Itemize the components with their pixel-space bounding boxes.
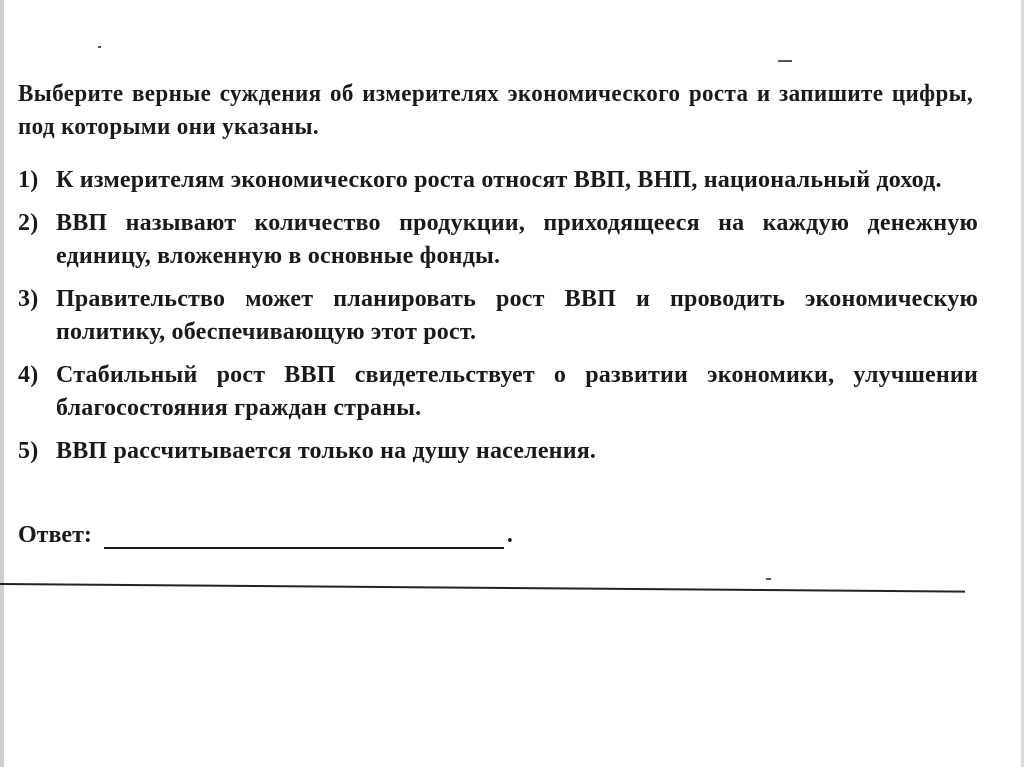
answer-blank[interactable] — [104, 523, 504, 549]
scan-speck — [778, 60, 792, 62]
bottom-divider — [0, 583, 965, 593]
statement-text: ВВП рассчитывается только на душу населения. — [56, 438, 597, 464]
statement-item-2 — [18, 207, 978, 273]
statement-number: 4) — [18, 362, 39, 388]
statement-item-4 — [18, 359, 978, 425]
statement-item-5 — [18, 435, 978, 468]
task-instruction: Выберите верные суждения об измерителях экономического роста и запишите цифры, под которыми они указаны. — [18, 81, 974, 140]
statement-number: 2) — [18, 210, 39, 236]
answer-row — [18, 522, 513, 549]
statement-text: Стабильный рост ВВП свидетельствует о развитии экономики, улучшении благосостояния граждан страны. — [56, 362, 978, 421]
statement-list — [18, 164, 978, 468]
statement-text: Правительство может планировать рост ВВП и проводить экономическую политику, обеспечивающую этот рост. — [56, 286, 978, 345]
scan-speck — [766, 578, 771, 580]
answer-period: . — [506, 522, 513, 548]
statement-text: К измерителям экономического роста относят ВВП, ВНП, национальный доход. — [56, 167, 942, 193]
statement-item-3 — [18, 283, 978, 349]
statement-item-1 — [18, 164, 978, 197]
statement-number: 3) — [18, 286, 39, 312]
scan-speck — [98, 46, 101, 48]
statement-number: 1) — [18, 167, 39, 193]
statement-number: 5) — [18, 438, 39, 464]
task-sheet — [18, 78, 978, 478]
statement-text: ВВП называют количество продукции, приходящееся на каждую денежную единицу, вложенную в основные фонды. — [56, 210, 978, 269]
scan-edge-left — [0, 0, 4, 767]
answer-label: Ответ: — [18, 522, 92, 548]
